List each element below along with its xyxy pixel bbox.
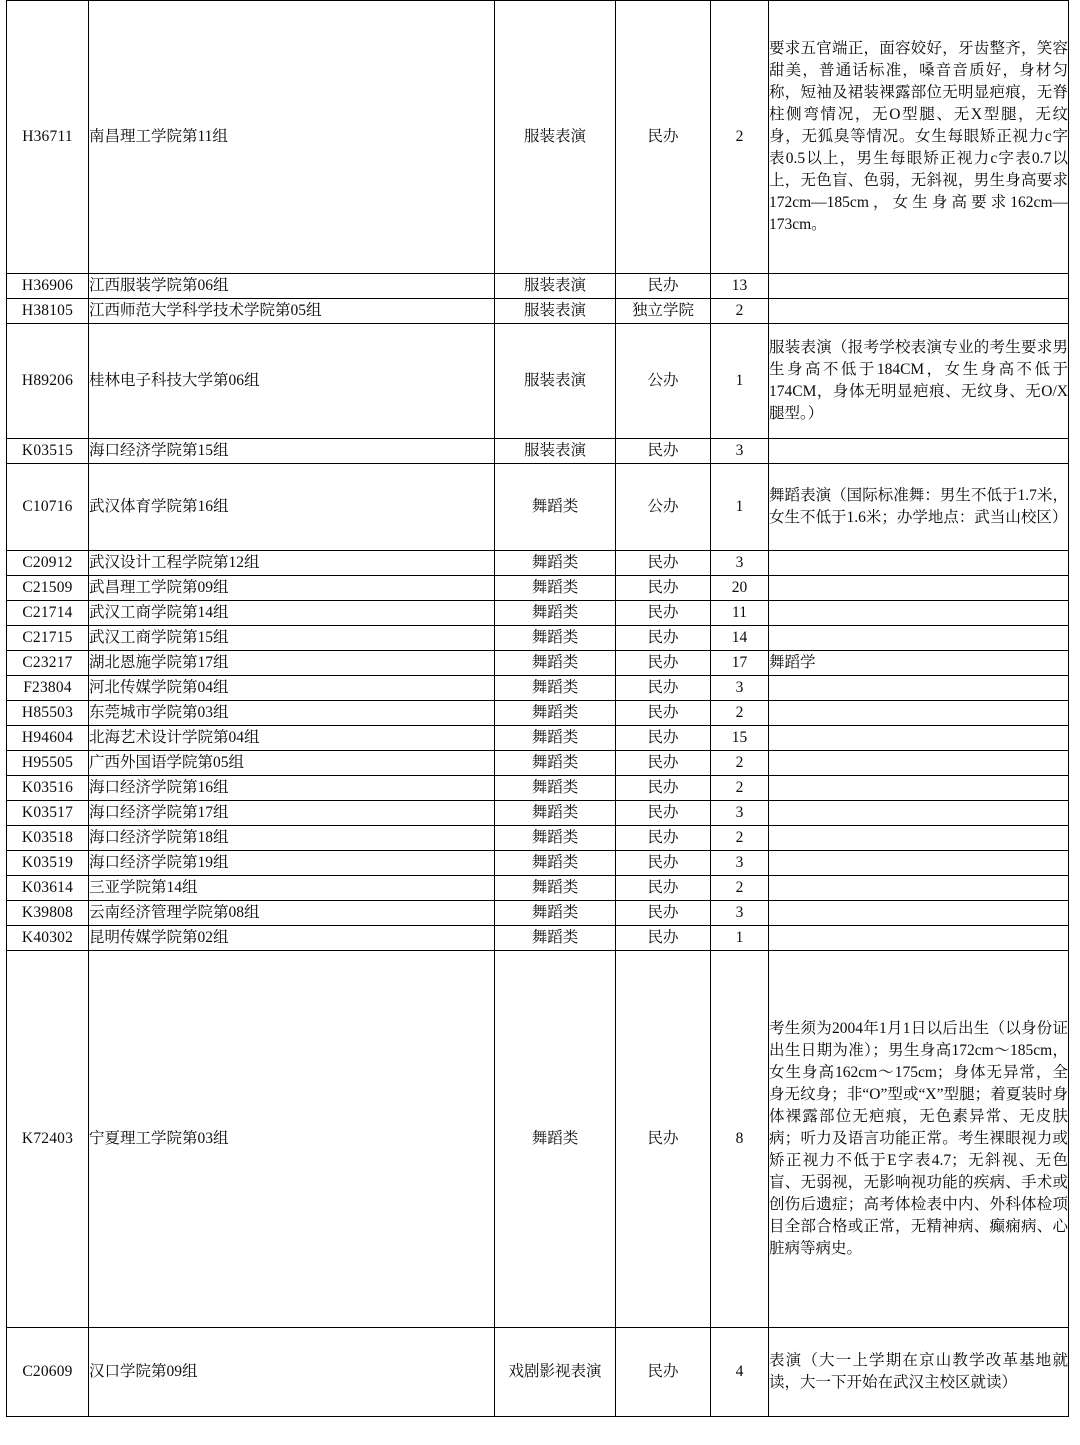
cell-code: C21715 (7, 626, 89, 651)
table-row (7, 299, 1069, 324)
cell-count: 2 (711, 299, 769, 324)
cell-major: 舞蹈类 (495, 951, 616, 1328)
cell-count: 14 (711, 626, 769, 651)
cell-code: C21714 (7, 601, 89, 626)
table-body (7, 1, 1069, 1417)
cell-major: 舞蹈类 (495, 576, 616, 601)
cell-major: 服装表演 (495, 274, 616, 299)
cell-type: 民办 (616, 701, 711, 726)
cell-code: H85503 (7, 701, 89, 726)
cell-school: 北海艺术设计学院第04组 (89, 726, 495, 751)
cell-type: 民办 (616, 751, 711, 776)
cell-count: 1 (711, 324, 769, 439)
table-row (7, 274, 1069, 299)
cell-type: 民办 (616, 801, 711, 826)
table-row (7, 751, 1069, 776)
cell-note (769, 626, 1069, 651)
cell-school: 武汉工商学院第14组 (89, 601, 495, 626)
cell-type: 民办 (616, 626, 711, 651)
cell-note: 考生须为2004年1月1日以后出生（以身份证出生日期为准）；男生身高172cm～185cm，女生身高162cm～175cm；身体无异常，全身无纹身；非“O”型或“X”型腿；着夏装时身体裸露部位无疤痕，无色素异常、无皮肤病；听力及语言功能正常。考生裸眼视力或矫正视力不低于E字表4.7；无斜视、无色盲、无弱视，无影响视功能的疾病、手术或创伤后遗症；高考体检表中内、外科体检项目全部合格或正常，无精神病、癫痫病、心脏病等病史。 (769, 951, 1069, 1328)
cell-major: 舞蹈类 (495, 751, 616, 776)
table-row (7, 651, 1069, 676)
admission-plan-table (6, 0, 1069, 1417)
table-row (7, 951, 1069, 1328)
cell-school: 桂林电子科技大学第06组 (89, 324, 495, 439)
cell-school: 海口经济学院第17组 (89, 801, 495, 826)
cell-type: 公办 (616, 464, 711, 551)
cell-code: H95505 (7, 751, 89, 776)
cell-school: 海口经济学院第18组 (89, 826, 495, 851)
cell-type: 民办 (616, 551, 711, 576)
cell-code: K03515 (7, 439, 89, 464)
table-row (7, 876, 1069, 901)
cell-school: 广西外国语学院第05组 (89, 751, 495, 776)
table-row (7, 551, 1069, 576)
table-row (7, 1328, 1069, 1417)
cell-note (769, 826, 1069, 851)
cell-major: 舞蹈类 (495, 551, 616, 576)
cell-note (769, 901, 1069, 926)
cell-code: H36906 (7, 274, 89, 299)
cell-school: 海口经济学院第16组 (89, 776, 495, 801)
cell-code: C20912 (7, 551, 89, 576)
table-row (7, 676, 1069, 701)
cell-type: 民办 (616, 1, 711, 274)
cell-school: 宁夏理工学院第03组 (89, 951, 495, 1328)
cell-count: 2 (711, 751, 769, 776)
cell-code: H89206 (7, 324, 89, 439)
cell-school: 三亚学院第14组 (89, 876, 495, 901)
cell-type: 民办 (616, 726, 711, 751)
cell-school: 湖北恩施学院第17组 (89, 651, 495, 676)
cell-note (769, 801, 1069, 826)
cell-school: 武昌理工学院第09组 (89, 576, 495, 601)
cell-code: H94604 (7, 726, 89, 751)
cell-code: K03519 (7, 851, 89, 876)
cell-note (769, 676, 1069, 701)
cell-code: K39808 (7, 901, 89, 926)
cell-major: 舞蹈类 (495, 726, 616, 751)
cell-major: 舞蹈类 (495, 626, 616, 651)
cell-count: 3 (711, 801, 769, 826)
cell-note (769, 576, 1069, 601)
cell-count: 17 (711, 651, 769, 676)
cell-code: C23217 (7, 651, 89, 676)
cell-note: 舞蹈表演（国际标准舞：男生不低于1.7米，女生不低于1.6米；办学地点：武当山校区） (769, 464, 1069, 551)
cell-type: 公办 (616, 324, 711, 439)
cell-note: 舞蹈学 (769, 651, 1069, 676)
cell-school: 汉口学院第09组 (89, 1328, 495, 1417)
cell-major: 舞蹈类 (495, 464, 616, 551)
cell-code: K03517 (7, 801, 89, 826)
cell-count: 2 (711, 1, 769, 274)
table-row (7, 626, 1069, 651)
cell-major: 服装表演 (495, 1, 616, 274)
cell-type: 民办 (616, 439, 711, 464)
cell-school: 南昌理工学院第11组 (89, 1, 495, 274)
cell-school: 江西服装学院第06组 (89, 274, 495, 299)
cell-note (769, 751, 1069, 776)
cell-note (769, 601, 1069, 626)
cell-note (769, 851, 1069, 876)
cell-major: 舞蹈类 (495, 701, 616, 726)
cell-major: 舞蹈类 (495, 901, 616, 926)
table-row (7, 576, 1069, 601)
table-row (7, 926, 1069, 951)
cell-type: 独立学院 (616, 299, 711, 324)
cell-note (769, 776, 1069, 801)
cell-code: K72403 (7, 951, 89, 1328)
cell-count: 2 (711, 826, 769, 851)
cell-type: 民办 (616, 576, 711, 601)
cell-school: 江西师范大学科学技术学院第05组 (89, 299, 495, 324)
cell-note (769, 551, 1069, 576)
cell-code: C10716 (7, 464, 89, 551)
table-row (7, 464, 1069, 551)
cell-count: 2 (711, 776, 769, 801)
cell-school: 河北传媒学院第04组 (89, 676, 495, 701)
cell-major: 舞蹈类 (495, 776, 616, 801)
cell-major: 舞蹈类 (495, 651, 616, 676)
table-row (7, 851, 1069, 876)
cell-code: H38105 (7, 299, 89, 324)
cell-school: 武汉设计工程学院第12组 (89, 551, 495, 576)
cell-count: 15 (711, 726, 769, 751)
cell-note (769, 274, 1069, 299)
cell-school: 武汉体育学院第16组 (89, 464, 495, 551)
cell-count: 1 (711, 926, 769, 951)
cell-school: 武汉工商学院第15组 (89, 626, 495, 651)
cell-count: 4 (711, 1328, 769, 1417)
cell-type: 民办 (616, 951, 711, 1328)
cell-code: K03614 (7, 876, 89, 901)
cell-school: 云南经济管理学院第08组 (89, 901, 495, 926)
cell-note (769, 926, 1069, 951)
cell-note (769, 439, 1069, 464)
cell-type: 民办 (616, 274, 711, 299)
cell-code: F23804 (7, 676, 89, 701)
cell-count: 3 (711, 851, 769, 876)
cell-note (769, 299, 1069, 324)
cell-count: 3 (711, 676, 769, 701)
cell-type: 民办 (616, 601, 711, 626)
cell-school: 昆明传媒学院第02组 (89, 926, 495, 951)
cell-code: K40302 (7, 926, 89, 951)
cell-type: 民办 (616, 1328, 711, 1417)
cell-count: 2 (711, 701, 769, 726)
cell-count: 3 (711, 439, 769, 464)
cell-count: 3 (711, 901, 769, 926)
cell-count: 3 (711, 551, 769, 576)
cell-major: 服装表演 (495, 324, 616, 439)
cell-type: 民办 (616, 926, 711, 951)
cell-type: 民办 (616, 901, 711, 926)
cell-major: 舞蹈类 (495, 801, 616, 826)
cell-type: 民办 (616, 676, 711, 701)
table-row (7, 801, 1069, 826)
table-row (7, 826, 1069, 851)
cell-code: C21509 (7, 576, 89, 601)
cell-note: 表演（大一上学期在京山教学改革基地就读，大一下开始在武汉主校区就读） (769, 1328, 1069, 1417)
table-row (7, 901, 1069, 926)
cell-count: 2 (711, 876, 769, 901)
table-row (7, 439, 1069, 464)
table-row (7, 601, 1069, 626)
table-row (7, 726, 1069, 751)
table-row (7, 324, 1069, 439)
cell-note: 要求五官端正，面容姣好，牙齿整齐，笑容甜美，普通话标准，嗓音音质好，身材匀称，短袖及裙装裸露部位无明显疤痕，无脊柱侧弯情况，无O型腿、无X型腿，无纹身，无狐臭等情况。女生每眼矫正视力c字表0.5以上，男生每眼矫正视力c字表0.7以上，无色盲、色弱，无斜视，男生身高要求172cm—185cm，女生身高要求162cm—173cm。 (769, 1, 1069, 274)
cell-type: 民办 (616, 651, 711, 676)
cell-code: H36711 (7, 1, 89, 274)
cell-major: 舞蹈类 (495, 926, 616, 951)
cell-note (769, 726, 1069, 751)
cell-major: 舞蹈类 (495, 826, 616, 851)
cell-major: 舞蹈类 (495, 876, 616, 901)
cell-type: 民办 (616, 776, 711, 801)
cell-school: 东莞城市学院第03组 (89, 701, 495, 726)
cell-code: C20609 (7, 1328, 89, 1417)
cell-type: 民办 (616, 876, 711, 901)
cell-major: 舞蹈类 (495, 601, 616, 626)
cell-type: 民办 (616, 851, 711, 876)
table-row (7, 1, 1069, 274)
cell-count: 13 (711, 274, 769, 299)
cell-note (769, 876, 1069, 901)
cell-school: 海口经济学院第15组 (89, 439, 495, 464)
cell-major: 舞蹈类 (495, 676, 616, 701)
table-row (7, 776, 1069, 801)
cell-count: 11 (711, 601, 769, 626)
cell-code: K03516 (7, 776, 89, 801)
cell-note: 服装表演（报考学校表演专业的考生要求男生身高不低于184CM，女生身高不低于174CM，身体无明显疤痕、无纹身、无O/X腿型。） (769, 324, 1069, 439)
cell-code: K03518 (7, 826, 89, 851)
cell-count: 1 (711, 464, 769, 551)
cell-note (769, 701, 1069, 726)
table-row (7, 701, 1069, 726)
cell-type: 民办 (616, 826, 711, 851)
cell-major: 舞蹈类 (495, 851, 616, 876)
cell-major: 戏剧影视表演 (495, 1328, 616, 1417)
cell-major: 服装表演 (495, 439, 616, 464)
cell-school: 海口经济学院第19组 (89, 851, 495, 876)
cell-major: 服装表演 (495, 299, 616, 324)
cell-count: 8 (711, 951, 769, 1328)
cell-count: 20 (711, 576, 769, 601)
